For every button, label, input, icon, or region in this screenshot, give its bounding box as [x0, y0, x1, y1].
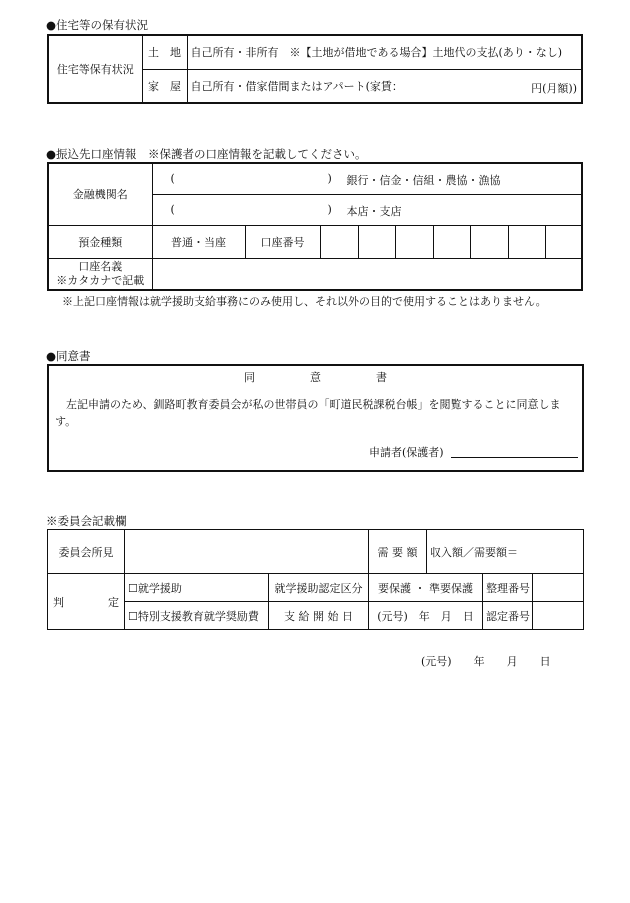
- ref-no-field[interactable]: [533, 574, 584, 602]
- bank-name-field[interactable]: [152, 163, 582, 194]
- opinion-field[interactable]: [125, 530, 369, 574]
- footer-date[interactable]: (元号) 年 月 日: [421, 655, 551, 668]
- bank-table: [47, 162, 583, 291]
- house-value: 自己所有・借家借間またはアパート(家賃：: [190, 79, 403, 93]
- deposit-label: 預金種類: [48, 225, 152, 258]
- opinion-label: 委員会所見: [48, 530, 125, 574]
- account-digit-box[interactable]: [508, 225, 545, 258]
- account-digit-box[interactable]: [395, 225, 433, 258]
- house-label: 家 屋: [142, 69, 187, 103]
- cert-class-label: 就学援助認定区分: [269, 574, 369, 602]
- land-value[interactable]: 自己所有・非所有 ※【土地が借地である場合】土地代の支払(あり・なし): [187, 35, 582, 69]
- committee-heading: ※委員会記載欄: [46, 514, 127, 528]
- account-number-label: 口座番号: [245, 225, 320, 258]
- account-digit-box[interactable]: [320, 225, 358, 258]
- consent-title: 同 意 書: [244, 371, 387, 384]
- consent-body: 左記申請のため、釧路町教育委員会が私の世帯員の「町道民税課税台帳」を閲覧することに同意します。: [55, 398, 561, 428]
- housing-heading: ●住宅等の保有状況: [46, 18, 149, 32]
- bank-paren-close: ): [327, 172, 332, 185]
- holder-name-field[interactable]: [152, 258, 582, 290]
- holder-label: [48, 258, 152, 290]
- bank-types: 銀行・信金・信組・農協・漁協: [346, 174, 501, 187]
- bank-heading: ●振込先口座情報 ※保護者の口座情報を記載してください。: [46, 147, 367, 161]
- institution-label: 金融機関名: [48, 163, 152, 225]
- housing-table: [47, 34, 583, 104]
- house-value-cell[interactable]: [187, 69, 582, 103]
- land-label: 土 地: [142, 35, 187, 69]
- account-digit-box[interactable]: [470, 225, 508, 258]
- holder-label-line2: ※カタカナで記載: [56, 273, 145, 287]
- signature-line[interactable]: [451, 457, 578, 458]
- holder-label-line1: 口座名義: [78, 259, 123, 273]
- consent-box: [47, 364, 584, 472]
- account-digit-box[interactable]: [545, 225, 582, 258]
- account-digit-box[interactable]: [433, 225, 470, 258]
- cert-no-field[interactable]: [533, 602, 584, 630]
- branch-name-field[interactable]: [152, 194, 582, 225]
- cert-class-value[interactable]: 要保護 ・ 準要保護: [369, 574, 483, 602]
- need-label: 需 要 額: [369, 530, 427, 574]
- cert-no-label: 認定番号: [483, 602, 533, 630]
- start-date-label: 支 給 開 始 日: [269, 602, 369, 630]
- start-date-value[interactable]: (元号) 年 月 日: [369, 602, 483, 630]
- bank-usage-note: ※上記口座情報は就学援助支給事務にのみ使用し、それ以外の目的で使用することはありません。: [62, 295, 547, 308]
- branch-paren-open: (: [170, 202, 175, 216]
- bank-paren-open: (: [170, 172, 175, 185]
- option-shugaku-enjo[interactable]: ☐就学援助: [125, 574, 269, 602]
- signer-label: 申請者(保護者): [369, 446, 444, 459]
- ratio-label[interactable]: 収入額／需要額＝: [427, 530, 584, 574]
- committee-table: [47, 529, 584, 630]
- deposit-value[interactable]: 普通・当座: [152, 225, 245, 258]
- judgment-label: 判 定: [48, 574, 125, 630]
- option-tokubetsu-shien[interactable]: ☐特別支援教育就学奨励費: [125, 602, 269, 630]
- housing-row-label: 住宅等保有状況: [48, 35, 142, 103]
- branch-paren-close: ): [327, 202, 332, 216]
- house-rent-unit: 円(月額)): [531, 81, 577, 95]
- branch-types: 本店・支店: [346, 204, 402, 218]
- ref-no-label: 整理番号: [483, 574, 533, 602]
- consent-heading: ●同意書: [46, 349, 91, 363]
- account-digit-box[interactable]: [358, 225, 395, 258]
